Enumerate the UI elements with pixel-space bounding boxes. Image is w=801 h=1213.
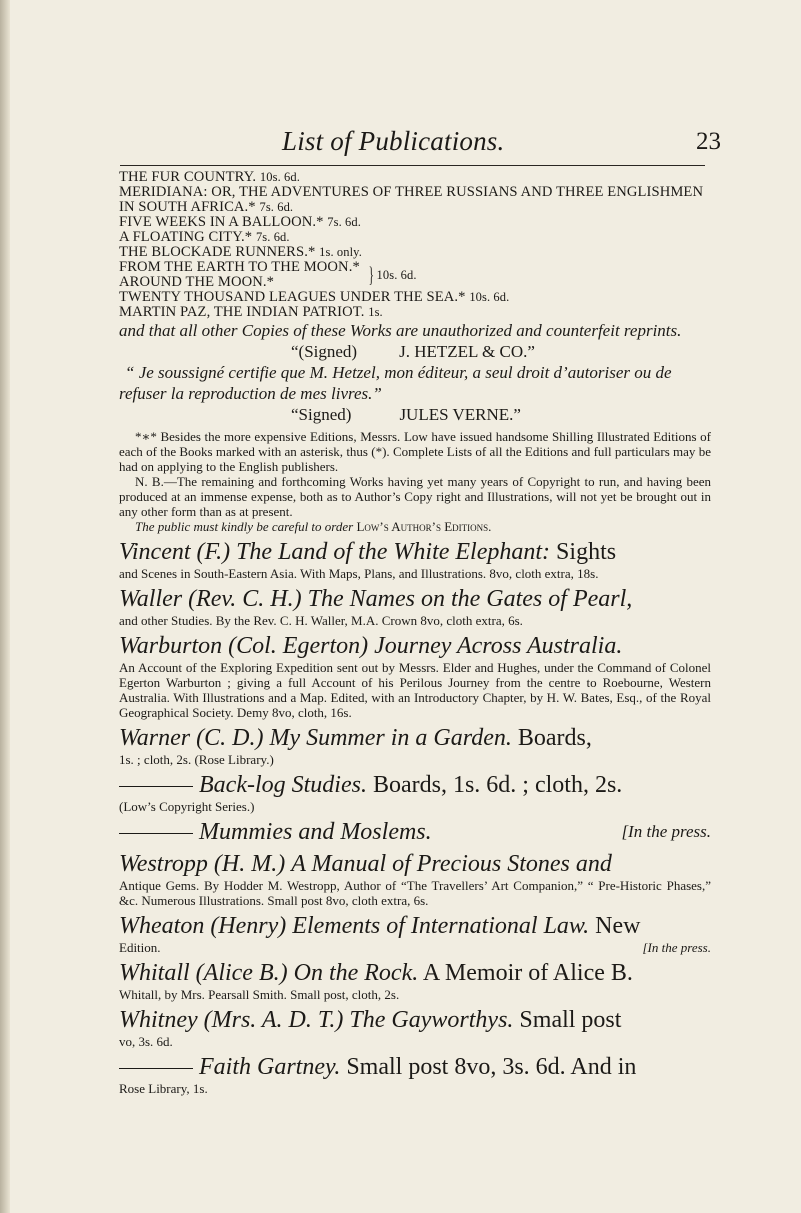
page-number: 23 — [696, 128, 721, 155]
list-item: A FLOATING CITY.* 7s. 6d. — [119, 229, 290, 245]
list-item: MARTIN PAZ, THE INDIAN PATRIOT. 1s. — [119, 304, 383, 320]
list-item: TWENTY THOUSAND LEAGUES UNDER THE SEA.* 10s. 6d. — [119, 289, 510, 305]
catalogue-entry: Back-log Studies. Boards, 1s. 6d. ; cloth, 2s. (Low’s Copyright Series.) — [119, 772, 623, 814]
catalogue-entry: Westropp (H. M.) A Manual of Precious Stones and Antique Gems. By Hodder M. Westropp, Author of “The Travellers’ Art Companion,” “ Pre-Historic Phases,” &c. Numerous Illustrations. Small post 8vo, cloth extra, 6s. — [119, 851, 711, 908]
verne-signature-line: “Signed) JULES VERNE.” — [291, 405, 521, 424]
catalogue-entry: Wheaton (Henry) Elements of International Law. New Edition. [In the press. — [119, 913, 711, 955]
list-item: FIVE WEEKS IN A BALLOON.* 7s. 6d. — [119, 214, 361, 230]
list-item: AROUND THE MOON.* — [119, 274, 275, 290]
page-content — [119, 170, 711, 1096]
verne-list — [119, 170, 711, 320]
moon-pair — [119, 260, 711, 290]
brace-icon: } — [368, 262, 374, 287]
moon-price: 10s. 6d. — [376, 267, 417, 282]
list-item: THE BLOCKADE RUNNERS.* 1s. only. — [119, 244, 362, 260]
catalogue-entry: Mummies and Moslems. [In the press. — [119, 818, 711, 846]
list-item: THE FUR COUNTRY. 10s. 6d. — [119, 169, 300, 185]
catalogue-entry: Vincent (F.) The Land of the White Elephant: Sights and Scenes in South-Eastern Asia. With Maps, Plans, and Illustrations. 8vo, cloth extra, 18s. — [119, 539, 617, 581]
running-title: List of Publications. — [282, 126, 505, 156]
ditto-dash — [119, 1068, 193, 1069]
ditto-dash — [119, 833, 193, 834]
french-certification: “ Je soussigné certifie que M. Hetzel, mon éditeur, a seul droit d’autoriser ou de refuser la reproduction de mes livres.” — [119, 363, 672, 403]
hetzel-signature-line: “(Signed) J. HETZEL & CO.” — [291, 342, 535, 361]
catalogue-entry: Faith Gartney. Small post 8vo, 3s. 6d. And in Rose Library, 1s. — [119, 1054, 637, 1096]
list-item: FROM THE EARTH TO THE MOON.* — [119, 259, 360, 275]
catalogue-entry: Waller (Rev. C. H.) The Names on the Gates of Pearl, and other Studies. By the Rev. C. H. Waller, M.A. Crown 8vo, cloth extra, 6s. — [119, 586, 633, 628]
ditto-dash — [119, 786, 193, 787]
catalogue-entry: Whitney (Mrs. A. D. T.) The Gayworthys. Small post vo, 3s. 6d. — [119, 1007, 622, 1049]
counterfeit-note: and that all other Copies of these Works are unauthorized and counterfeit reprints. — [119, 321, 682, 340]
header-rule — [120, 165, 705, 166]
asterisk-note: *∗* Besides the more expensive Editions, Messrs. Low have issued handsome Shilling Illustrated Editions of each of the Books marked with an asterisk, thus (*). Complete Lists of all the Editions and full particulars may be had on applying to the English publishers. — [119, 429, 711, 474]
catalogue-entry: Warner (C. D.) My Summer in a Garden. Boards, 1s. ; cloth, 2s. (Rose Library.) — [119, 725, 592, 767]
public-note: The public must kindly be careful to order Low’s Author’s Editions. — [135, 519, 492, 534]
notes — [119, 429, 711, 534]
running-header — [0, 126, 801, 166]
list-item: MERIDIANA: OR, THE ADVENTURES OF THREE RUSSIANS AND THREE ENGLISHMEN IN SOUTH AFRICA.* 7s. 6d. — [119, 184, 704, 215]
nb-note: N. B.—The remaining and forthcoming Works having yet many years of Copyright to run, and having been produced at an immense expense, both as to Author’s Copy right and Illustrations, will not yet be brought out in any other form than as at present. — [119, 474, 711, 519]
catalogue-entry: Whitall (Alice B.) On the Rock. A Memoir of Alice B. Whitall, by Mrs. Pearsall Smith. Small post, cloth, 2s. — [119, 960, 633, 1002]
catalogue-entry: Warburton (Col. Egerton) Journey Across Australia. An Account of the Exploring Expedition sent out by Messrs. Elder and Hughes, under the Command of Colonel Egerton Warburton ; giving a full Account of his Perilous Journey from the centre to Roebourne, Western Australia. With Illustrations and a Map. Edited, with an Introductory Chapter, by H. W. Bates, Esq., of the Royal Geographical Society. Demy 8vo, cloth, 16s. — [119, 633, 711, 720]
